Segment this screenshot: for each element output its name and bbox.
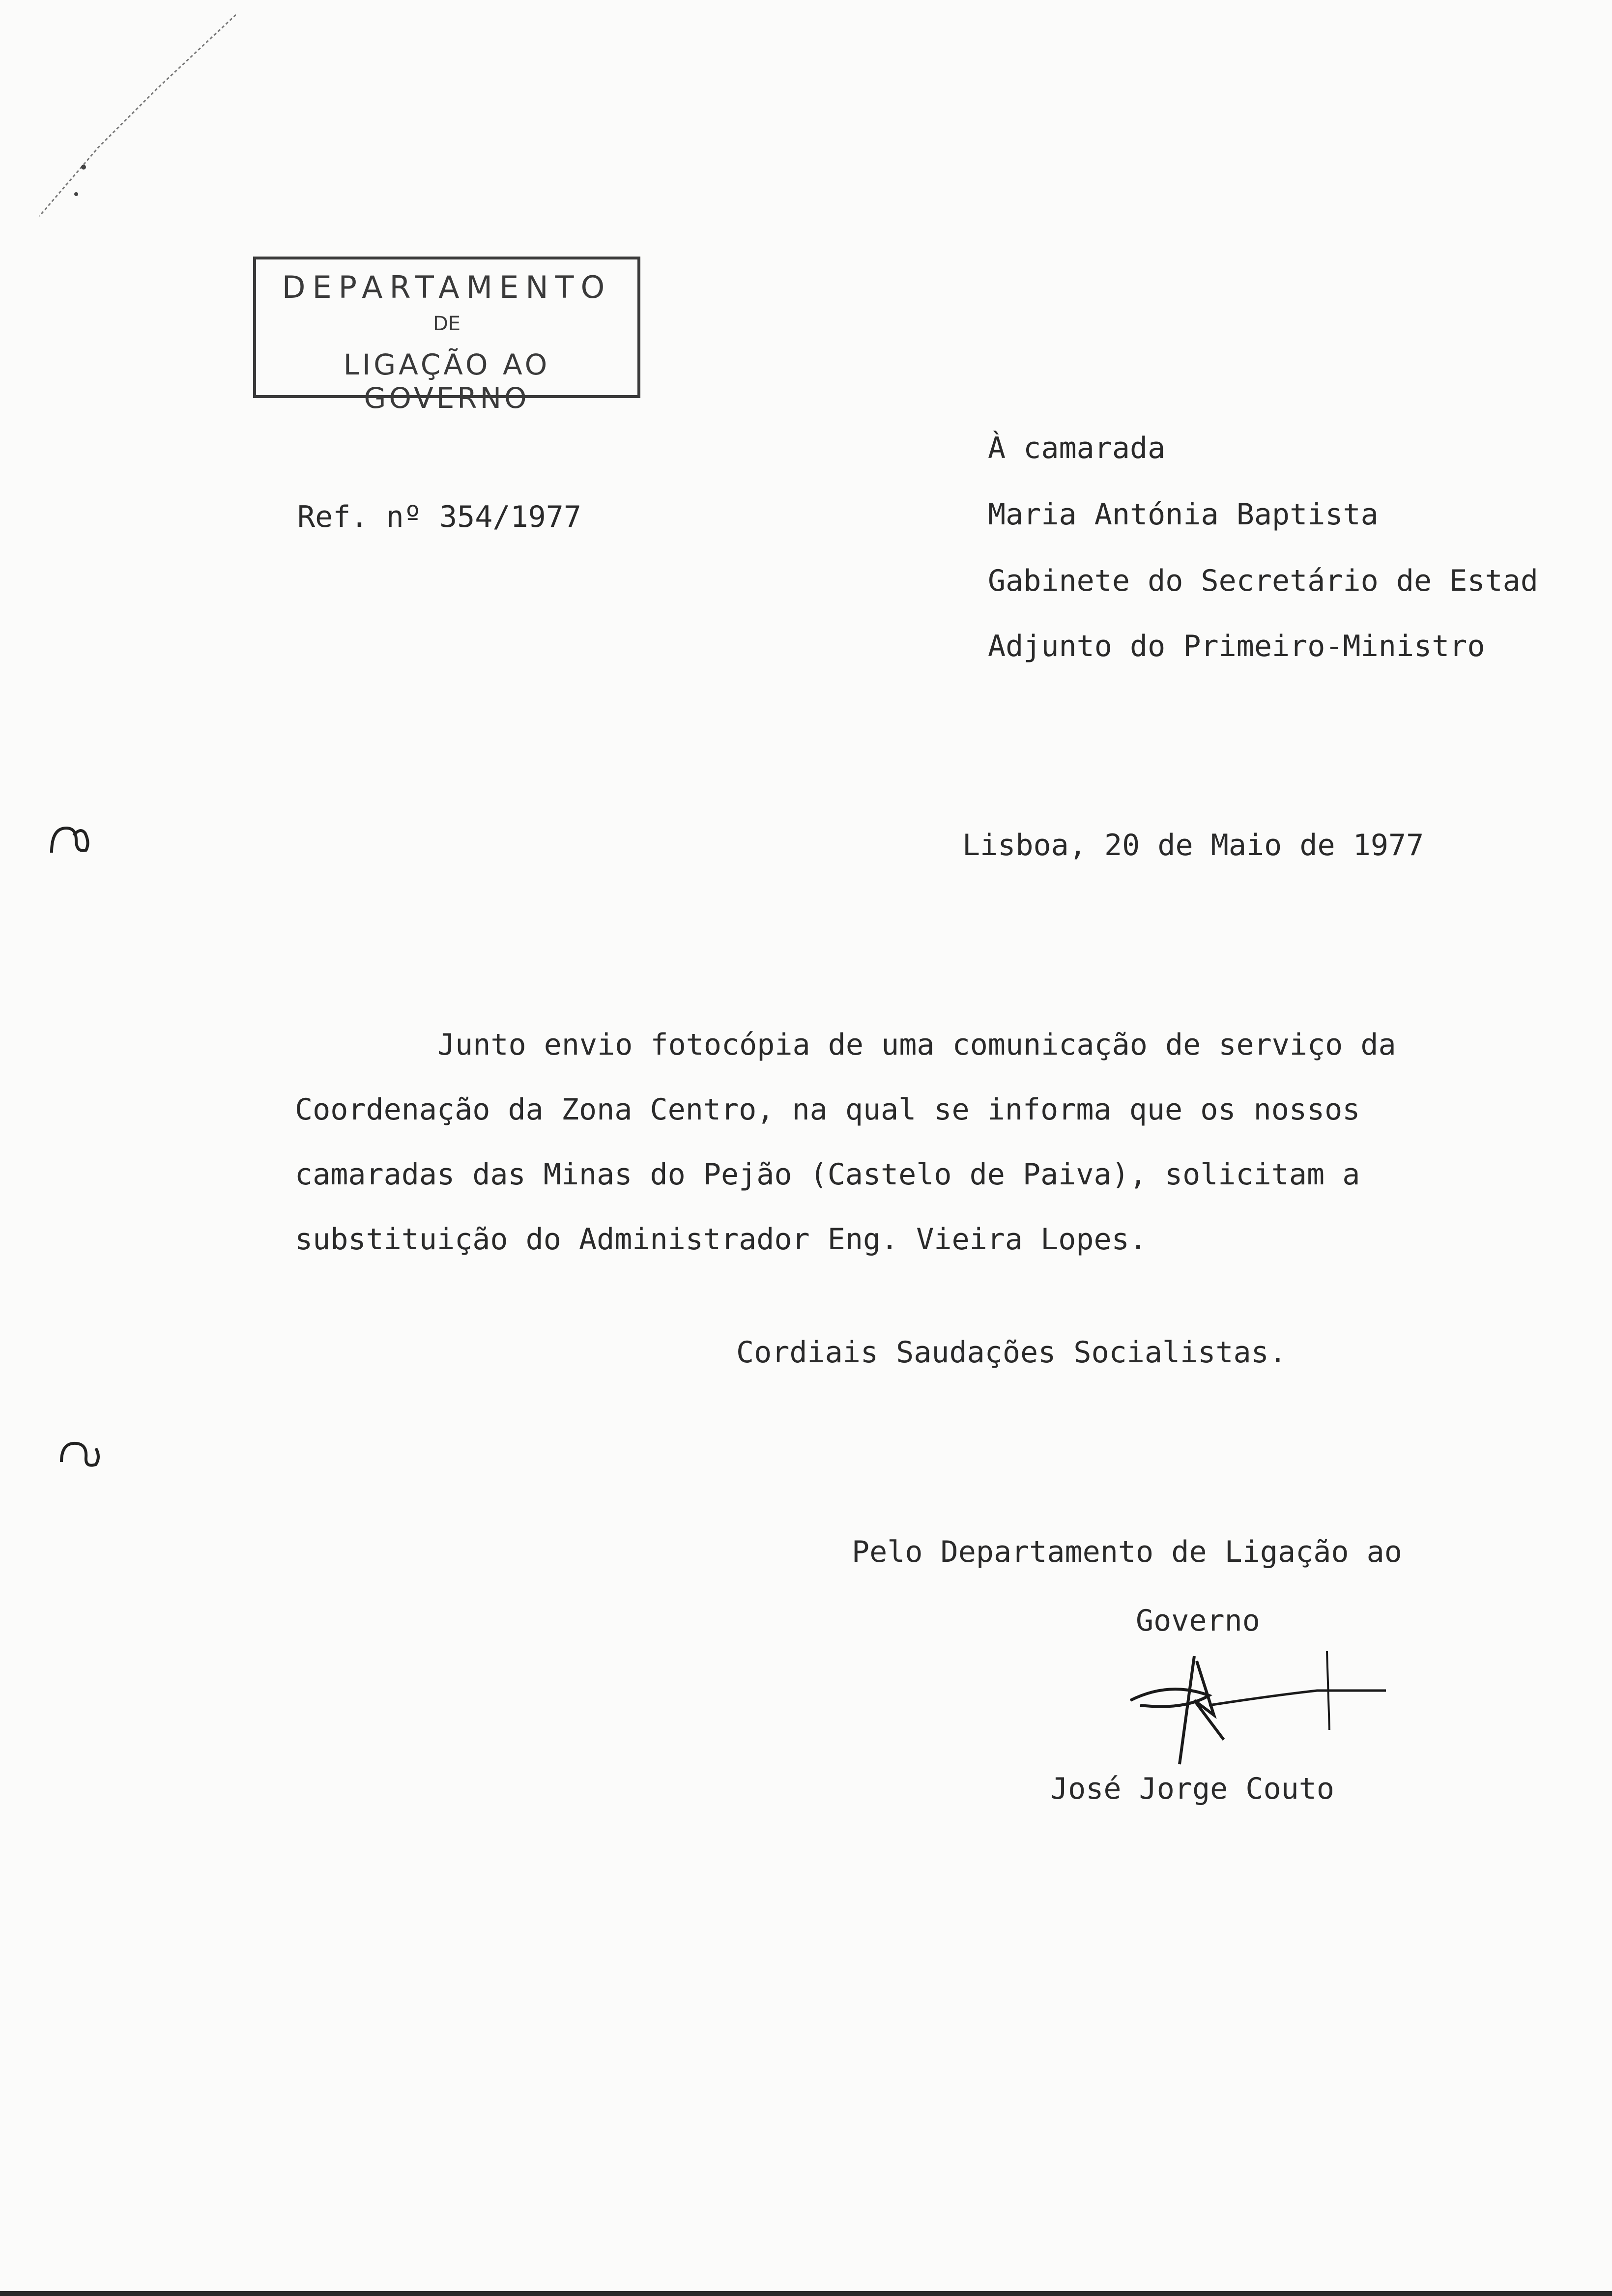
stamp-line-2: DE	[432, 313, 461, 335]
closing-greeting: Cordiais Saudações Socialistas.	[736, 1335, 1287, 1370]
reference-number: Ref. nº 354/1977	[297, 500, 581, 534]
punch-hole-mark	[57, 1437, 101, 1472]
punch-hole-mark	[47, 823, 91, 858]
recipient-line-3: Gabinete do Secretário de Estad	[988, 564, 1538, 598]
recipient-line-2: Maria Antónia Baptista	[988, 497, 1379, 532]
body-line-4: substituição do Administrador Eng. Vieira Lopes.	[295, 1222, 1147, 1257]
stamp-line-3: LIGAÇÃO AO GOVERNO	[343, 348, 550, 415]
letter-date: Lisboa, 20 de Maio de 1977	[962, 828, 1424, 862]
scan-scratch-mark	[10, 5, 236, 241]
signoff-line-2: Governo	[1136, 1604, 1260, 1638]
signoff-line-1: Pelo Departamento de Ligação ao	[852, 1535, 1402, 1569]
body-line-1: Junto envio fotocópia de uma comunicação de serviço da	[437, 1028, 1396, 1062]
letter-body	[295, 1012, 1553, 1272]
recipient-line-4: Adjunto do Primeiro-Ministro	[988, 629, 1485, 663]
department-stamp	[253, 257, 640, 415]
signer-name: José Jorge Couto	[1050, 1772, 1334, 1806]
body-line-3: camaradas das Minas do Pejão (Castelo de Paiva), solicitam a	[295, 1157, 1360, 1192]
stamp-line-1: DEPARTAMENTO	[282, 269, 612, 305]
scan-bottom-edge	[0, 2291, 1612, 2296]
recipient-line-1: À camarada	[988, 431, 1166, 465]
body-line-2: Coordenação da Zona Centro, na qual se informa que os nossos	[295, 1092, 1360, 1127]
handwritten-signature	[1111, 1641, 1406, 1779]
